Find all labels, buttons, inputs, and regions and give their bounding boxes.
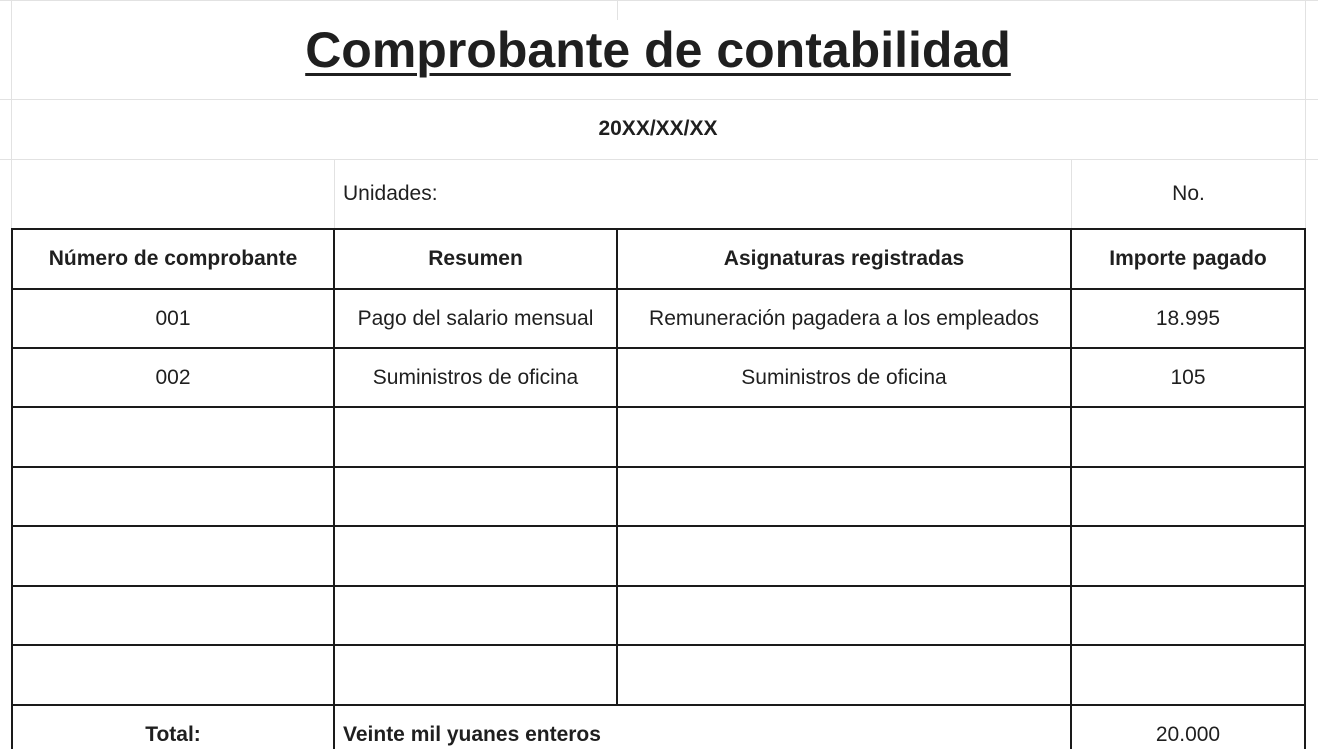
table-cell[interactable]: 105 bbox=[1170, 365, 1206, 389]
table-cell[interactable] bbox=[1072, 527, 1304, 585]
table-cell[interactable] bbox=[618, 587, 1070, 644]
total-amount[interactable]: 20.000 bbox=[1155, 723, 1221, 746]
table-cell[interactable]: Pago del salario mensual bbox=[357, 306, 594, 330]
table-cell[interactable] bbox=[335, 646, 616, 704]
table-cell[interactable] bbox=[1072, 468, 1304, 525]
table-cell[interactable] bbox=[1072, 587, 1304, 644]
table-cell[interactable] bbox=[618, 646, 1070, 704]
table-border bbox=[1304, 228, 1306, 749]
voucher-date: 20XX/XX/XX bbox=[598, 117, 718, 140]
table-cell[interactable] bbox=[618, 527, 1070, 585]
table-cell[interactable] bbox=[335, 408, 616, 466]
table-cell[interactable]: 18.995 bbox=[1155, 306, 1221, 330]
table-cell[interactable]: 002 bbox=[155, 365, 191, 389]
table-cell[interactable]: 001 bbox=[155, 306, 191, 330]
column-header: Número de comprobante bbox=[48, 247, 298, 270]
column-header: Importe pagado bbox=[1109, 247, 1267, 270]
table-cell[interactable] bbox=[1072, 408, 1304, 466]
total-label: Total: bbox=[145, 723, 201, 746]
table-cell[interactable]: Suministros de oficina bbox=[741, 365, 947, 389]
table-cell[interactable] bbox=[618, 468, 1070, 525]
table-cell[interactable] bbox=[618, 408, 1070, 466]
grid-line bbox=[1305, 0, 1306, 230]
table-cell[interactable] bbox=[335, 587, 616, 644]
table-cell[interactable]: Remuneración pagadera a los empleados bbox=[649, 306, 1039, 330]
table-cell[interactable] bbox=[13, 646, 333, 704]
table-cell[interactable] bbox=[13, 468, 333, 525]
total-in-words[interactable]: Veinte mil yuanes enteros bbox=[343, 723, 601, 746]
table-cell[interactable] bbox=[13, 408, 333, 466]
table-cell[interactable] bbox=[13, 527, 333, 585]
units-label: Unidades: bbox=[343, 182, 438, 205]
table-cell[interactable] bbox=[1072, 646, 1304, 704]
number-label: No. bbox=[1172, 182, 1205, 205]
table-cell[interactable] bbox=[335, 468, 616, 525]
table-cell[interactable] bbox=[13, 587, 333, 644]
column-header: Resumen bbox=[428, 247, 523, 270]
page-title: Comprobante de contabilidad bbox=[305, 21, 1011, 78]
column-header: Asignaturas registradas bbox=[723, 247, 965, 270]
table-cell[interactable]: Suministros de oficina bbox=[372, 365, 579, 389]
table-cell[interactable] bbox=[335, 527, 616, 585]
